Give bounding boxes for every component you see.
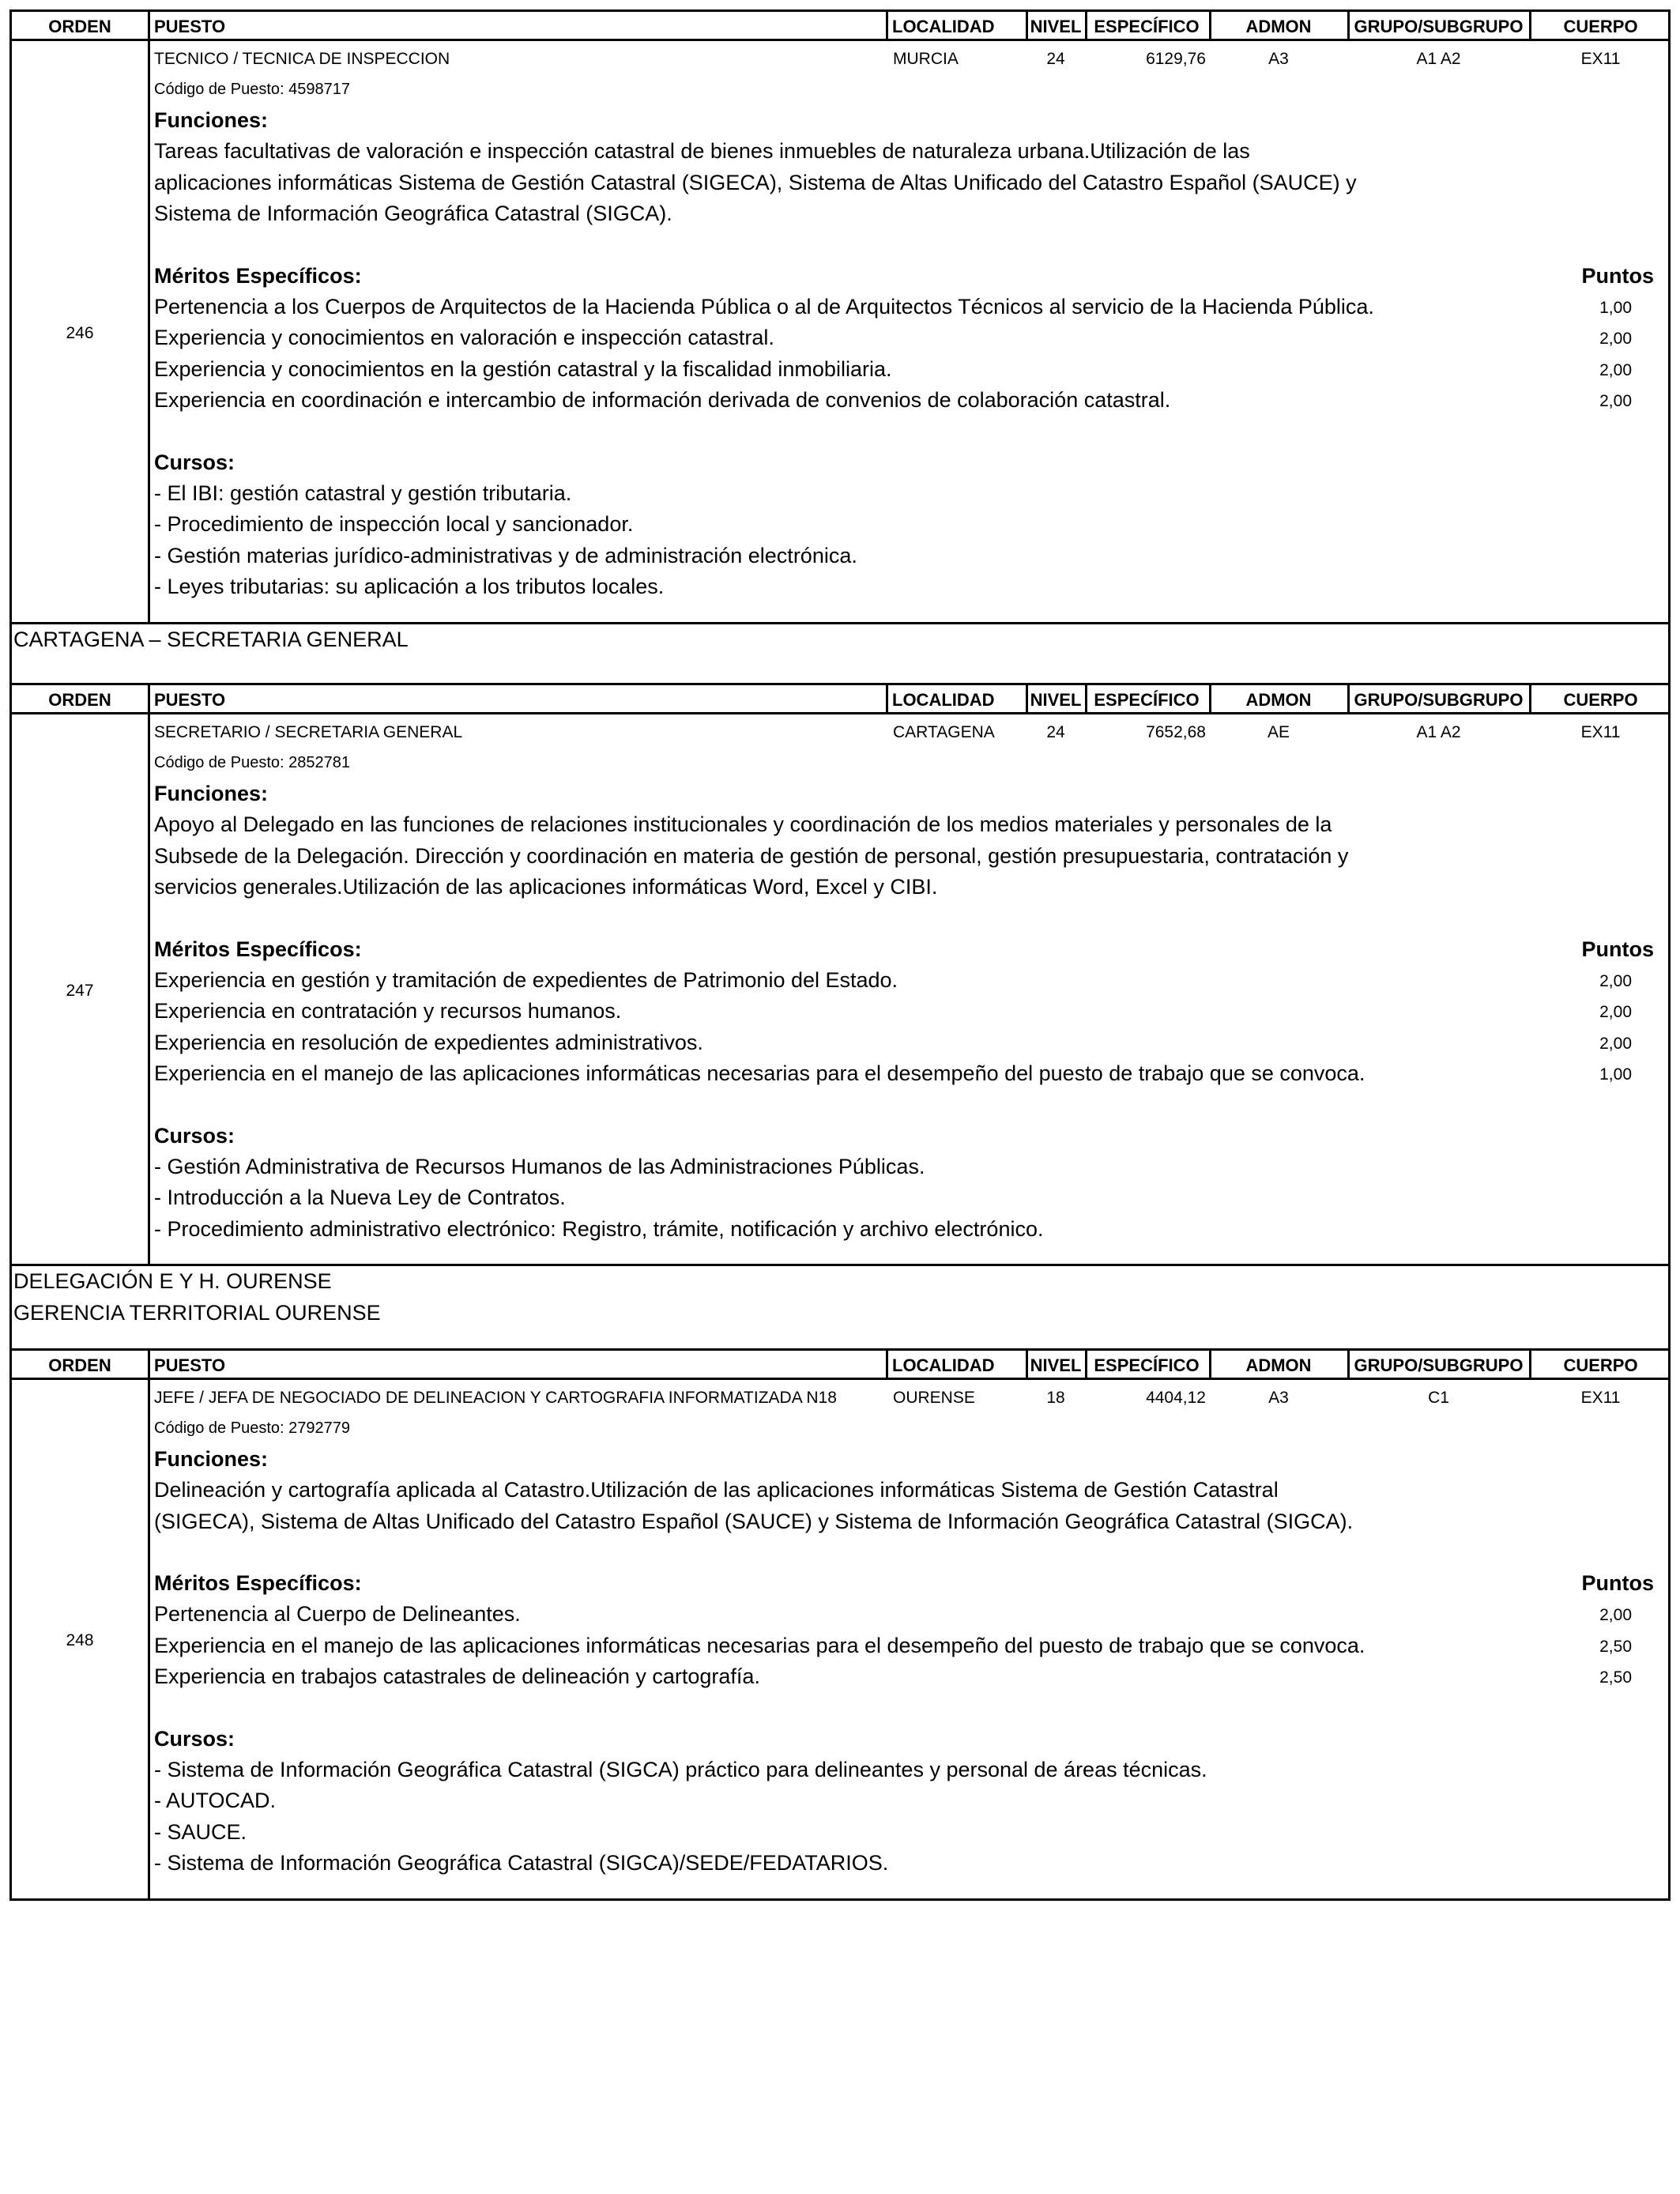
entry-body (154, 714, 1668, 1264)
header-admon: ADMON (1245, 690, 1312, 710)
grupo-value: A1 A2 (1416, 50, 1461, 68)
merito-text: Experiencia en contratación y recursos humanos. (154, 999, 622, 1023)
merito-row (154, 1599, 1668, 1630)
section-heading (9, 1266, 1671, 1348)
section-line: CARTAGENA – SECRETARIA GENERAL (13, 627, 409, 651)
funciones-heading: Funciones: (154, 782, 269, 805)
header-orden: ORDEN (48, 690, 111, 710)
especifico-value: 4404,12 (1146, 1389, 1206, 1407)
grupo-value: A1 A2 (1416, 723, 1461, 741)
entry-summary-row (154, 46, 1668, 75)
table-header (9, 9, 1671, 41)
grupo-value: C1 (1428, 1389, 1449, 1407)
merito-text: Experiencia y conocimientos en la gestión catastral y la fiscalidad inmobiliaria. (154, 356, 892, 381)
header-cuerpo: CUERPO (1563, 1355, 1638, 1375)
merito-puntos: 2,50 (1599, 1637, 1632, 1656)
admon-value: AE (1267, 723, 1290, 741)
merito-row (154, 292, 1668, 323)
merito-puntos: 2,00 (1599, 360, 1632, 379)
funciones-line: Delineación y cartografía aplicada al Catastro.Utilización de las aplicaciones informáticas Sistema de Gestión Catastral (154, 1478, 1279, 1502)
table-header (9, 683, 1671, 714)
merito-text: Experiencia en el manejo de las aplicaciones informáticas necesarias para el desempeño del puesto de trabajo que se convoca. (154, 1633, 1365, 1657)
header-admon: ADMON (1245, 17, 1312, 36)
header-puesto: PUESTO (154, 1355, 226, 1375)
curso-item: - Sistema de Información Geográfica Catastral (SIGCA)/SEDE/FEDATARIOS. (154, 1851, 889, 1875)
funciones-line: Subsede de la Delegación. Dirección y coordinación en materia de gestión de personal, gestión presupuestaria, contratación y (154, 843, 1349, 868)
entry-body (154, 1380, 1668, 1898)
merito-puntos: 2,00 (1599, 971, 1632, 990)
document-sheet (9, 9, 1671, 1901)
header-admon: ADMON (1245, 1355, 1312, 1375)
job-entry (9, 714, 1671, 1266)
merito-row (154, 354, 1668, 386)
merito-puntos: 2,00 (1599, 1034, 1632, 1053)
header-especifico: ESPECÍFICO (1094, 1355, 1200, 1375)
cuerpo-value: EX11 (1580, 723, 1621, 741)
nivel-value: 18 (1046, 1389, 1065, 1407)
curso-item: - AUTOCAD. (154, 1789, 277, 1812)
curso-item: - Gestión materias jurídico-administrativas y de administración electrónica. (154, 543, 857, 567)
curso-item: - Procedimiento administrativo electrónico: Registro, trámite, notificación y archivo electrónico. (154, 1216, 1044, 1241)
cuerpo-value: EX11 (1580, 1389, 1621, 1407)
funciones-line: Apoyo al Delegado en las funciones de relaciones institucionales y coordinación de los medios materiales y personales de la (154, 812, 1332, 836)
header-especifico: ESPECÍFICO (1094, 690, 1200, 710)
header-especifico: ESPECÍFICO (1094, 17, 1200, 36)
header-grupo: GRUPO/SUBGRUPO (1354, 17, 1524, 36)
header-grupo: GRUPO/SUBGRUPO (1354, 1355, 1524, 1375)
cursos-list (154, 1152, 1668, 1246)
puesto-value: SECRETARIO / SECRETARIA GENERAL (154, 723, 463, 741)
cuerpo-value: EX11 (1580, 50, 1621, 68)
orden-number: 248 (66, 1631, 94, 1649)
header-localidad: LOCALIDAD (892, 1355, 995, 1375)
nivel-value: 24 (1046, 723, 1065, 741)
merito-puntos: 2,00 (1599, 1606, 1632, 1624)
header-puesto: PUESTO (154, 690, 226, 710)
merito-row (154, 965, 1668, 997)
header-cuerpo: CUERPO (1563, 17, 1638, 36)
merito-text: Pertenencia a los Cuerpos de Arquitectos de la Hacienda Pública o al de Arquitectos Técnicos al servicio de la Hacienda Pública. (154, 294, 1374, 319)
admon-value: A3 (1268, 50, 1289, 68)
merito-text: Experiencia en coordinación e intercambio de información derivada de convenios de colaboración catastral. (154, 388, 1171, 412)
curso-item: - Gestión Administrativa de Recursos Humanos de las Administraciones Públicas. (154, 1154, 925, 1178)
meritos-block (154, 261, 1668, 417)
header-nivel: NIVEL (1030, 690, 1082, 710)
localidad-value: MURCIA (893, 50, 959, 68)
funciones-text (154, 809, 1418, 903)
especifico-value: 7652,68 (1146, 723, 1206, 741)
header-localidad: LOCALIDAD (892, 17, 995, 36)
meritos-heading: Méritos Específicos: (154, 937, 362, 961)
merito-text: Experiencia en el manejo de las aplicaciones informáticas necesarias para el desempeño del puesto de trabajo que se convoca. (154, 1061, 1365, 1085)
merito-row (154, 385, 1668, 417)
merito-puntos: 2,00 (1599, 392, 1632, 410)
header-grupo: GRUPO/SUBGRUPO (1354, 690, 1524, 710)
section-heading (9, 624, 1671, 684)
header-puesto: PUESTO (154, 17, 226, 36)
section-line: DELEGACIÓN E Y H. OURENSE (13, 1269, 332, 1293)
entry-summary-row (154, 719, 1668, 748)
especifico-value: 6129,76 (1146, 50, 1206, 68)
curso-item: - El IBI: gestión catastral y gestión tributaria. (154, 481, 572, 505)
merito-text: Experiencia en gestión y tramitación de expedientes de Patrimonio del Estado. (154, 967, 898, 992)
header-nivel: NIVEL (1030, 17, 1082, 36)
merito-row (154, 1661, 1668, 1693)
entry-body (154, 41, 1668, 622)
cursos-list (154, 478, 1668, 603)
header-orden: ORDEN (48, 1355, 111, 1375)
header-orden: ORDEN (48, 17, 111, 36)
merito-row (154, 322, 1668, 354)
merito-puntos: 2,50 (1599, 1668, 1632, 1687)
header-nivel: NIVEL (1030, 1355, 1082, 1375)
puntos-heading: Puntos (1581, 1571, 1654, 1595)
curso-item: - Sistema de Información Geográfica Catastral (SIGCA) práctico para delineantes y personal de áreas técnicas. (154, 1757, 1207, 1781)
meritos-block (154, 1568, 1668, 1693)
codigo-puesto: Código de Puesto: 4598717 (154, 81, 350, 98)
header-cuerpo: CUERPO (1563, 690, 1638, 710)
meritos-heading: Méritos Específicos: (154, 263, 362, 288)
codigo-puesto: Código de Puesto: 2852781 (154, 754, 350, 771)
curso-item: - Introducción a la Nueva Ley de Contratos. (154, 1186, 566, 1209)
merito-text: Pertenencia al Cuerpo de Delineantes. (154, 1602, 521, 1626)
meritos-heading: Méritos Específicos: (154, 1571, 362, 1595)
merito-text: Experiencia en trabajos catastrales de delineación y cartografía. (154, 1664, 760, 1688)
curso-item: - Leyes tributarias: su aplicación a los tributos locales. (154, 575, 665, 598)
cursos-heading: Cursos: (154, 1726, 235, 1751)
orden-number: 246 (66, 323, 94, 342)
merito-puntos: 2,00 (1599, 1003, 1632, 1021)
curso-item: - SAUCE. (154, 1819, 247, 1844)
admon-value: A3 (1268, 1389, 1289, 1407)
cursos-list (154, 1755, 1668, 1879)
puntos-heading: Puntos (1581, 937, 1654, 961)
funciones-heading: Funciones: (154, 108, 269, 132)
merito-text: Experiencia y conocimientos en valoración e inspección catastral. (154, 326, 774, 349)
funciones-line: servicios generales.Utilización de las aplicaciones informáticas Word, Excel y CIBI. (154, 875, 938, 899)
funciones-line: aplicaciones informáticas Sistema de Gestión Catastral (SIGECA), Sistema de Altas Unificado del Catastro Español (SAUCE) y (154, 170, 1357, 194)
nivel-value: 24 (1046, 50, 1065, 68)
puntos-heading: Puntos (1581, 263, 1654, 288)
localidad-value: OURENSE (893, 1389, 975, 1407)
merito-puntos: 2,00 (1599, 330, 1632, 348)
puesto-value: TECNICO / TECNICA DE INSPECCION (154, 50, 450, 68)
table-header (9, 1348, 1671, 1380)
funciones-line: Tareas facultativas de valoración e inspección catastral de bienes inmuebles de naturaleza urbana.Utilización de las (154, 139, 1250, 163)
entry-summary-row (154, 1385, 1668, 1414)
funciones-text (154, 1475, 1418, 1537)
merito-row (154, 1027, 1668, 1059)
funciones-line: (SIGECA), Sistema de Altas Unificado del Catastro Español (SAUCE) y Sistema de Información Geográfica Catastral (SIGCA). (154, 1509, 1354, 1533)
codigo-puesto: Código de Puesto: 2792779 (154, 1419, 350, 1437)
merito-row (154, 996, 1668, 1027)
section-line: GERENCIA TERRITORIAL OURENSE (13, 1300, 381, 1325)
meritos-block (154, 934, 1668, 1090)
funciones-text (154, 136, 1418, 230)
merito-text: Experiencia en resolución de expedientes administrativos. (154, 1030, 703, 1054)
merito-puntos: 1,00 (1599, 298, 1632, 317)
job-entry (9, 41, 1671, 624)
funciones-line: Sistema de Información Geográfica Catastral (SIGCA). (154, 202, 672, 225)
funciones-heading: Funciones: (154, 1447, 269, 1471)
cursos-heading: Cursos: (154, 1123, 235, 1148)
merito-puntos: 1,00 (1599, 1065, 1632, 1084)
localidad-value: CARTAGENA (893, 723, 995, 741)
header-localidad: LOCALIDAD (892, 690, 995, 710)
merito-row (154, 1630, 1668, 1662)
merito-row (154, 1058, 1668, 1090)
cursos-heading: Cursos: (154, 450, 235, 474)
orden-number: 247 (66, 981, 94, 1000)
puesto-value: JEFE / JEFA DE NEGOCIADO DE DELINEACION Y CARTOGRAFIA INFORMATIZADA N18 (154, 1389, 837, 1407)
curso-item: - Procedimiento de inspección local y sancionador. (154, 512, 634, 536)
job-entry (9, 1380, 1671, 1901)
